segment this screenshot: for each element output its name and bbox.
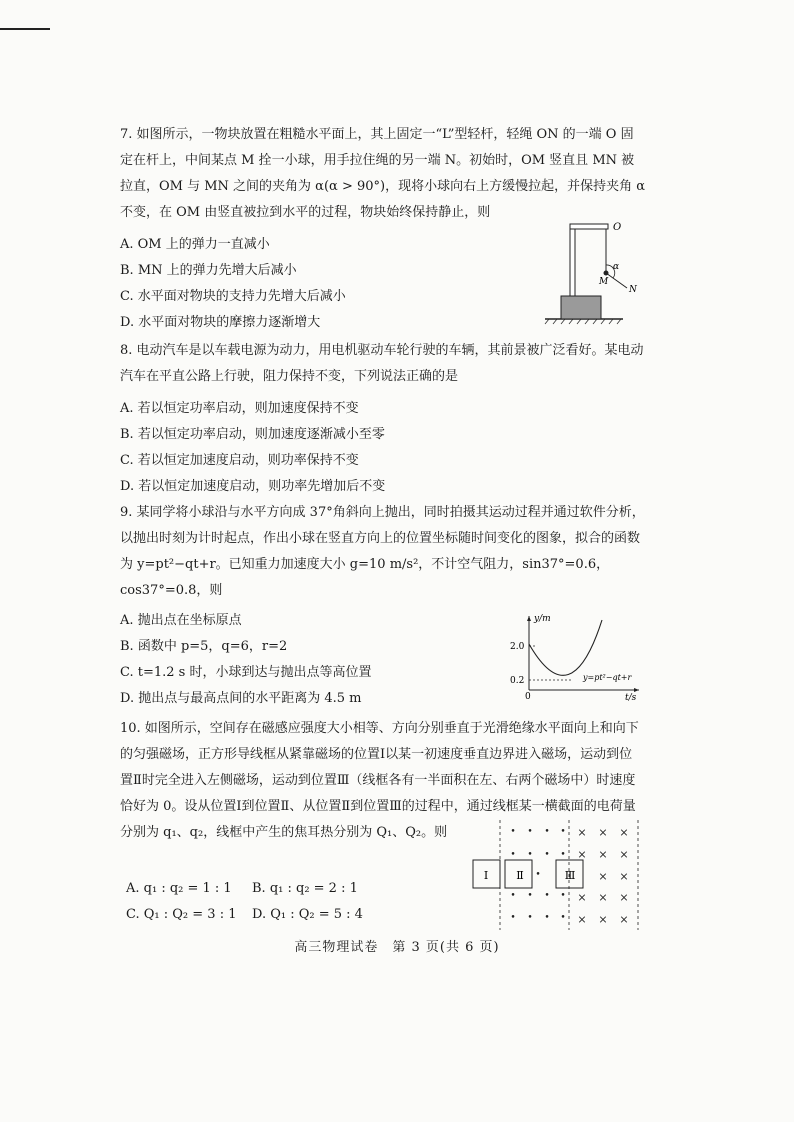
string-mn [606, 273, 627, 288]
question-9-stem: 9. 某同学将小球沿与水平方向成 37°角斜向上抛出，同时拍摄其运动过程并通过软件分析，以抛出时刻为计时起点，作出小球在竖直方向上的位置坐标随时间变化的图象，拟合的函数为 y=pt²−qt+r。已知重力加速度大小 g=10 m/s²，不计空气阻力，sin37°=0.6，cos37°=0.8，则 [120, 505, 645, 598]
field-cross: × [619, 870, 629, 883]
curve-formula: y=pt²−qt+r [583, 673, 632, 682]
label-position-3: Ⅲ [564, 869, 576, 882]
field-dot: • [510, 913, 516, 923]
field-cross: × [619, 848, 629, 861]
field-dot: • [560, 850, 566, 860]
field-cross: × [577, 826, 587, 839]
question-10-option-b: B. q₁ : q₂ = 2 : 1 [252, 881, 358, 896]
figure-q10-magnetic-field [468, 820, 646, 930]
page-footer: 高三物理试卷 第 3 页(共 6 页) [294, 940, 500, 955]
question-8 [120, 338, 645, 494]
question-9-option-a: A. 抛出点在坐标原点 [120, 613, 242, 628]
label-o: O [613, 222, 622, 233]
field-dot: • [560, 913, 566, 923]
origin-label: 0 [525, 692, 531, 702]
field-dot: • [560, 827, 566, 837]
question-9-option-b: B. 函数中 p=5，q=6，r=2 [120, 639, 288, 654]
figure-q9-graph [505, 610, 645, 702]
field-dot: • [527, 891, 533, 901]
figure-q7-l-rod [545, 216, 635, 326]
tick-label-0-2: 0.2 [510, 676, 525, 686]
question-10-option-a: A. q₁ : q₂ = 1 : 1 [126, 881, 232, 896]
field-dot: • [535, 870, 541, 880]
field-cross: × [598, 913, 608, 926]
label-m: M [599, 277, 609, 287]
question-8-option-b: B. 若以恒定功率启动，则加速度逐渐减小至零 [120, 427, 385, 442]
field-dot: • [527, 827, 533, 837]
field-cross: × [598, 826, 608, 839]
label-position-1: Ⅰ [483, 869, 489, 882]
question-7-option-a: A. OM 上的弹力一直减小 [120, 237, 270, 252]
field-dot: • [527, 913, 533, 923]
question-8-option-a: A. 若以恒定功率启动，则加速度保持不变 [120, 401, 359, 416]
field-cross: × [577, 891, 587, 904]
question-8-stem: 8. 电动汽车是以车载电源为动力，用电机驱动车轮行驶的车辆，其前景被广泛看好。某电动汽车在平直公路上行驶，阻力保持不变，下列说法正确的是 [120, 343, 644, 384]
field-dot: • [544, 827, 550, 837]
question-10-stem: 10. 如图所示，空间存在磁感应强度大小相等、方向分别垂直于光滑绝缘水平面向上和向下的匀强磁场，正方形导线框从紧靠磁场的位置Ⅰ以某一初速度垂直边界进入磁场，运动到位置Ⅱ时完全进入左侧磁场，运动到位置Ⅲ（线框各有一半面积在左、右两个磁场中）时速度恰好为 0。设从位置Ⅰ到位置Ⅱ、从位置Ⅱ到位置Ⅲ的过程中，通过线框某一横截面的电荷量分别为 q₁、q₂，线框中产生的焦耳热分别为 Q₁、Q₂。则 [120, 721, 639, 840]
question-7-option-d: D. 水平面对物块的摩擦力逐渐增大 [120, 315, 321, 330]
field-dot: • [544, 850, 550, 860]
field-dot: • [527, 850, 533, 860]
field-cross: × [577, 913, 587, 926]
question-10-option-d: D. Q₁ : Q₂ = 5 : 4 [252, 907, 363, 922]
label-position-2: Ⅱ [516, 869, 524, 882]
field-cross: × [598, 891, 608, 904]
question-7 [120, 122, 645, 330]
rod-vertical [570, 224, 575, 296]
y-axis-label: y/m [534, 614, 551, 624]
tick-label-2: 2.0 [510, 642, 525, 652]
label-n: N [629, 285, 637, 295]
question-9-option-c: C. t=1.2 s 时，小球到达与抛出点等高位置 [120, 665, 372, 680]
field-cross: × [619, 913, 629, 926]
question-7-stem: 7. 如图所示，一物块放置在粗糙水平面上，其上固定一“L”型轻杆，轻绳 ON 的一端 O 固定在杆上，中间某点 M 拴一小球，用手拉住绳的另一端 N。初始时，OM 竖直且 MN 被拉直，OM 与 MN 之间的夹角为 α(α > 90°)，现将小球向右上方缓慢拉起，并保持夹角 α 不变，在 OM 由竖直被拉到水平的过程，物块始终保持静止，则 [120, 127, 645, 220]
label-alpha: α [613, 262, 620, 272]
x-axis-label: t/s [625, 693, 637, 703]
field-dot: • [510, 827, 516, 837]
field-cross: × [619, 891, 629, 904]
field-dot: • [510, 891, 516, 901]
header-rule [0, 28, 50, 30]
field-cross: × [598, 870, 608, 883]
field-dot: • [510, 850, 516, 860]
field-dot: • [544, 891, 550, 901]
parabola-curve [529, 620, 602, 675]
field-dot: • [560, 891, 566, 901]
question-7-option-b: B. MN 上的弹力先增大后减小 [120, 263, 297, 278]
field-cross: × [598, 848, 608, 861]
field-dot: • [544, 913, 550, 923]
question-10-option-c: C. Q₁ : Q₂ = 3 : 1 [126, 907, 237, 922]
block [561, 296, 601, 319]
field-cross: × [619, 826, 629, 839]
rod-horizontal [570, 224, 608, 229]
question-9-option-d: D. 抛出点与最高点间的水平距离为 4.5 m [120, 691, 362, 706]
question-8-option-d: D. 若以恒定加速度启动，则功率先增加后不变 [120, 479, 386, 494]
field-cross: × [577, 848, 587, 861]
question-7-option-c: C. 水平面对物块的支持力先增大后减小 [120, 289, 346, 304]
question-8-option-c: C. 若以恒定加速度启动，则功率保持不变 [120, 453, 359, 468]
